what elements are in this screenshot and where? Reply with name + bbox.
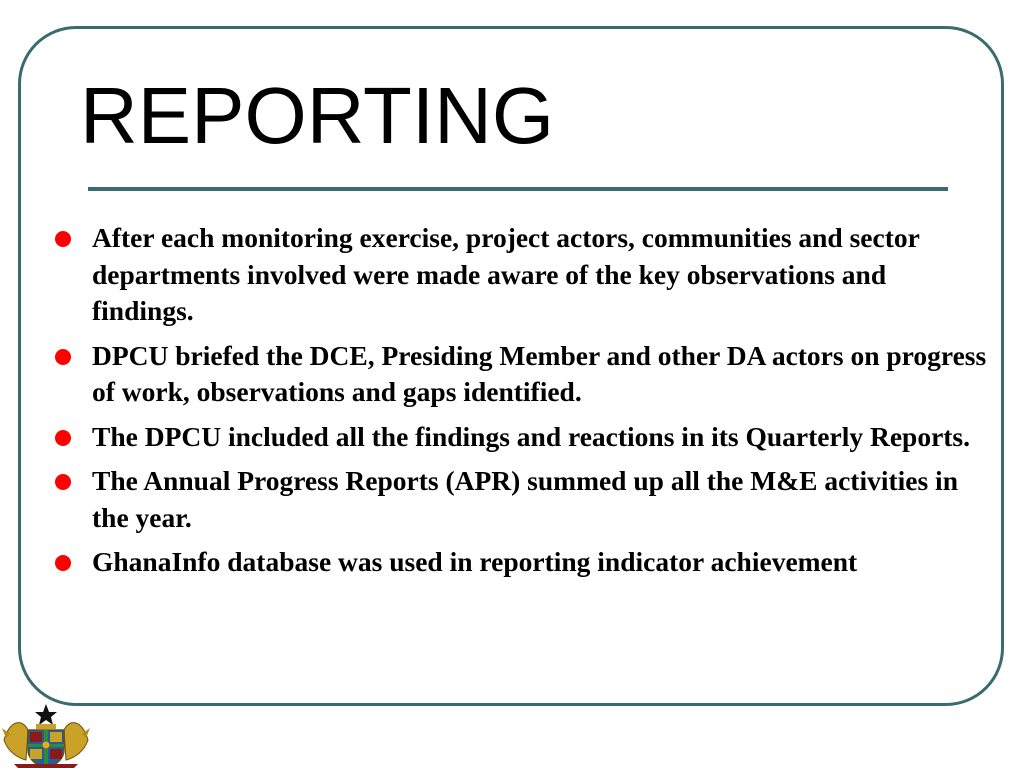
red-circle-bullet-icon <box>55 349 71 365</box>
bullet-text: The DPCU included all the findings and reactions in its Quarterly Reports. <box>92 420 971 452</box>
bullet-text: The Annual Progress Reports (APR) summed up all the M&E activities in the year. <box>92 465 958 533</box>
bullet-list <box>52 220 992 589</box>
bullet-item <box>52 220 992 330</box>
bullet-item <box>52 338 992 411</box>
title-underline <box>88 187 948 191</box>
bullet-text: DPCU briefed the DCE, Presiding Member and other DA actors on progress of work, observations and gaps identified. <box>92 339 987 407</box>
red-circle-bullet-icon <box>55 555 71 571</box>
ghana-coat-of-arms-icon <box>0 700 92 768</box>
bullet-item <box>52 419 992 456</box>
red-circle-bullet-icon <box>55 474 71 490</box>
slide-title: REPORTING <box>80 71 555 160</box>
red-circle-bullet-icon <box>55 430 71 446</box>
bullet-text: GhanaInfo database was used in reporting indicator achievement <box>92 546 858 577</box>
red-circle-bullet-icon <box>55 231 71 247</box>
bullet-text: After each monitoring exercise, project actors, communities and sector departments involved were made aware of the key observations and findings. <box>92 222 920 326</box>
bullet-item <box>52 463 992 536</box>
bullet-item <box>52 544 992 581</box>
